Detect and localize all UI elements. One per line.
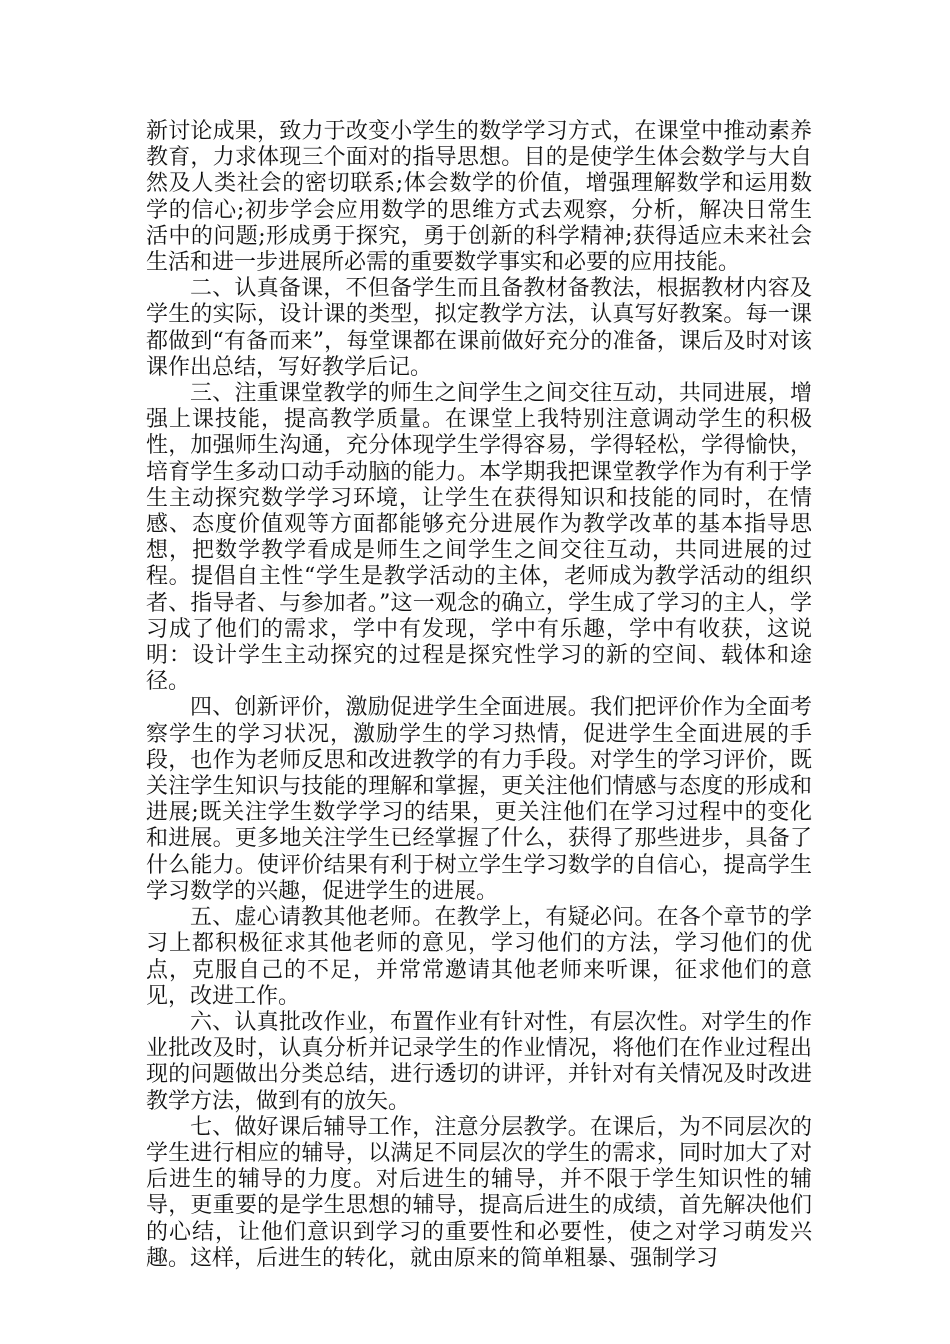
paragraph-section-6: 六、认真批改作业，布置作业有针对性，有层次性。对学生的作业批改及时，认真分析并记录学生的作业情况，将他们在作业过程出现的问题做出分类总结，进行透切的讲评，并针对有关情况及时改进教学方法，做到有的放矢。 (146, 1009, 812, 1114)
document-body (146, 119, 812, 1272)
paragraph-section-5: 五、虚心请教其他老师。在教学上，有疑必问。在各个章节的学习上都积极征求其他老师的意见，学习他们的方法，学习他们的优点，克服自己的不足，并常常邀请其他老师来听课，征求他们的意见，改进工作。 (146, 905, 812, 1009)
paragraph-section-2: 二、认真备课，不但备学生而且备教材备教法，根据教材内容及学生的实际，设计课的类型，拟定教学方法，认真写好教案。每一课都做到“有备而来”，每堂课都在课前做好充分的准备，课后及时对该课作出总结，写好教学后记。 (146, 276, 812, 380)
paragraph-continuation: 新讨论成果，致力于改变小学生的数学学习方式，在课堂中推动素养教育，力求体现三个面对的指导思想。目的是使学生体会数学与大自然及人类社会的密切联系;体会数学的价值，增强理解数学和运用数学的信心;初步学会应用数学的思维方式去观察，分析，解决日常生活中的问题;形成勇于探究，勇于创新的科学精神;获得适应未来社会生活和进一步进展所必需的重要数学事实和必要的应用技能。 (146, 119, 812, 276)
paragraph-section-7: 七、做好课后辅导工作，注意分层教学。在课后，为不同层次的学生进行相应的辅导，以满足不同层次的学生的需求，同时加大了对后进生的辅导的力度。对后进生的辅导，并不限于学生知识性的辅导，更重要的是学生思想的辅导，提高后进生的成绩，首先解决他们的心结，让他们意识到学习的重要性和必要性，使之对学习萌发兴趣。这样，后进生的转化，就由原来的简单粗暴、强制学习 (146, 1114, 812, 1271)
paragraph-section-3: 三、注重课堂教学的师生之间学生之间交往互动，共同进展，增强上课技能，提高教学质量。在课堂上我特别注意调动学生的积极性，加强师生沟通，充分体现学生学得容易，学得轻松，学得愉快，培育学生多动口动手动脑的能力。本学期我把课堂教学作为有利于学生主动探究数学学习环境，让学生在获得知识和技能的同时，在情感、态度价值观等方面都能够充分进展作为教学改革的基本指导思想，把数学教学看成是师生之间学生之间交往互动，共同进展的过程。提倡自主性“学生是教学活动的主体，老师成为教学活动的组织者、指导者、与参加者。”这一观念的确立，学生成了学习的主人，学习成了他们的需求，学中有发现，学中有乐趣，学中有收获，这说明：设计学生主动探究的过程是探究性学习的新的空间、载体和途径。 (146, 381, 812, 695)
paragraph-section-4: 四、创新评价，激励促进学生全面进展。我们把评价作为全面考察学生的学习状况，激励学生的学习热情，促进学生全面进展的手段，也作为老师反思和改进教学的有力手段。对学生的学习评价，既关注学生知识与技能的理解和掌握，更关注他们情感与态度的形成和进展;既关注学生数学学习的结果，更关注他们在学习过程中的变化和进展。更多地关注学生已经掌握了什么，获得了那些进步，具备了什么能力。使评价结果有利于树立学生学习数学的自信心，提高学生学习数学的兴趣，促进学生的进展。 (146, 695, 812, 904)
